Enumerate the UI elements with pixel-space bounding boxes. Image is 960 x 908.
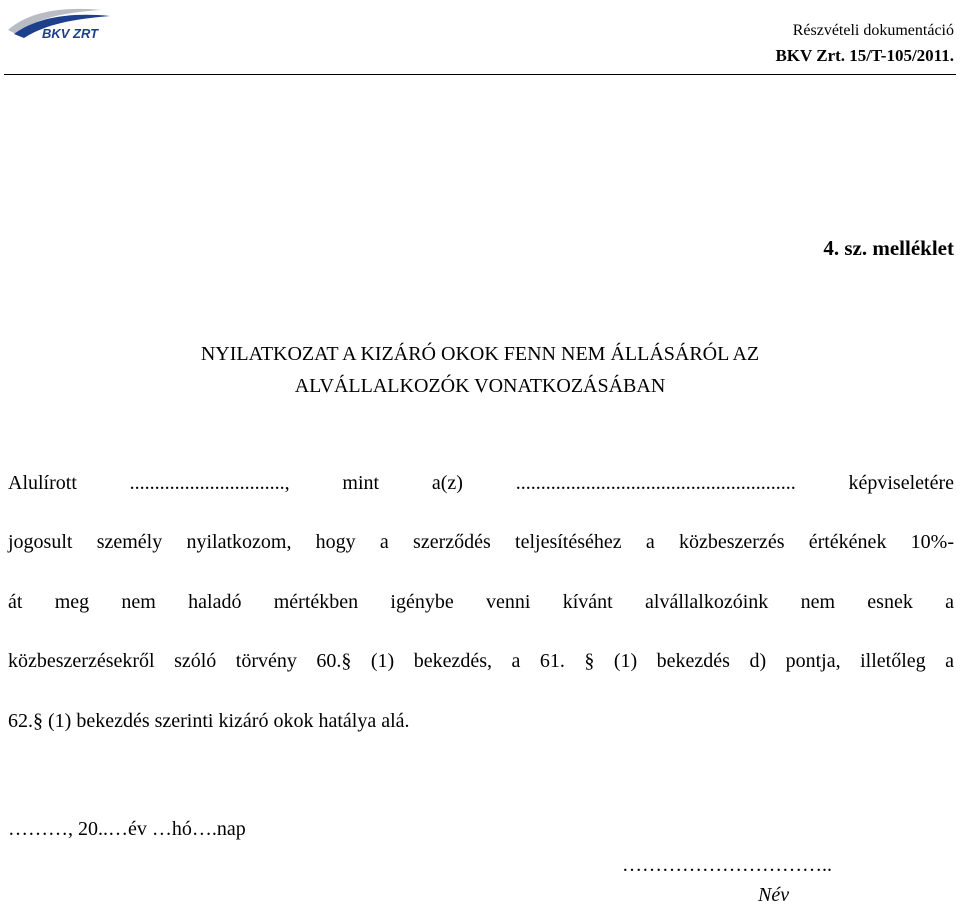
paragraph-line: 62.§ (1) bekezdés szerinti kizáró okok hatálya alá. — [8, 709, 410, 732]
title-line-2: ALVÁLLALKOZÓK VONATKOZÁSÁBAN — [294, 375, 666, 397]
bkv-logo-graphic — [6, 4, 116, 44]
paragraph-line: át meg nem haladó mértékben igénybe venni kívánt alvállalkozóink nem esnek a — [8, 590, 954, 613]
paragraph-line: közbeszerzésekről szóló törvény 60.§ (1) bekezdés, a 61. § (1) bekezdés d) pontja, illetőleg a — [8, 650, 954, 673]
header-divider — [4, 74, 956, 75]
bkv-logo — [6, 4, 116, 44]
date-line: ………, 20..…év …hó….nap — [8, 818, 246, 840]
signature-label: Név — [758, 884, 790, 906]
paragraph-line: Alulírott ..............................., mint a(z) ........................................................ képviseletére — [8, 472, 954, 494]
title-line-1: NYILATKOZAT A KIZÁRÓ OKOK FENN NEM ÁLLÁSÁRÓL AZ — [200, 343, 760, 365]
signature-line: ………………………….. — [622, 854, 832, 876]
doc-type: Részvételi dokumentáció — [792, 22, 954, 39]
logo-text: BKV ZRT — [42, 26, 99, 41]
declaration-paragraph — [8, 454, 954, 751]
annex-label: 4. sz. melléklet — [823, 236, 954, 260]
paragraph-line: jogosult személy nyilatkozom, hogy a szerződés teljesítéséhez a közbeszerzés értékének 10%- — [8, 531, 954, 554]
doc-reference: BKV Zrt. 15/T-105/2011. — [775, 46, 954, 65]
document-title — [60, 338, 900, 402]
